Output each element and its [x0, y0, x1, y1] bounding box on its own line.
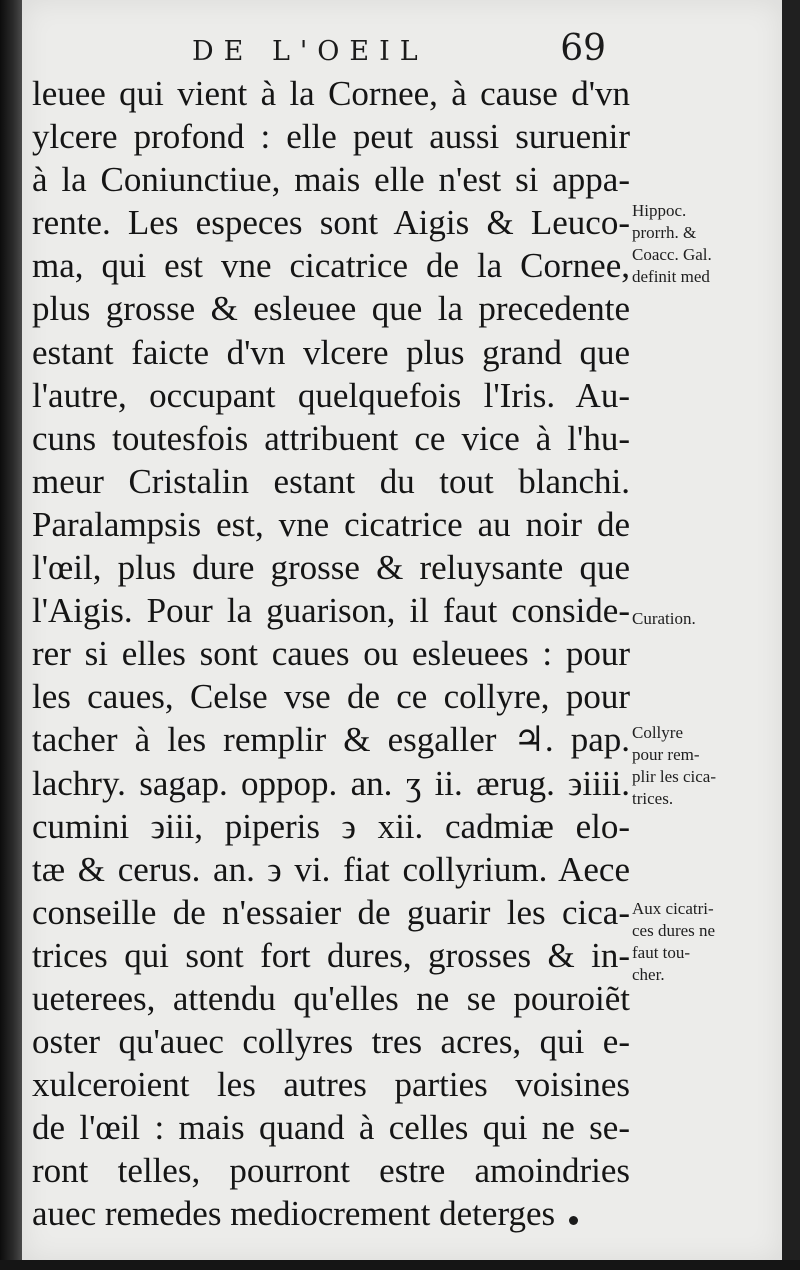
signature-dot [569, 1216, 578, 1225]
text-line: rer si elles sont caues ou esleuees : pour [32, 634, 630, 674]
text-line: leuee qui vient à la Cornee, à cause d'vn [32, 74, 630, 113]
text-line: lachry. sagap. oppop. an. ʒ ii. ærug. ϶iiii. [32, 763, 630, 803]
page-number: 69 [560, 28, 606, 69]
text-line: tæ & cerus. an. ϶ vi. fiat collyrium. Aece [32, 849, 630, 889]
text-line: oster qu'auec collyres tres acres, qui e- [32, 1022, 630, 1062]
text-line: Paralampsis est, vne cicatrice au noir de [32, 504, 630, 544]
text-line: auec remedes mediocrement deterges [32, 1194, 556, 1234]
margin-note-line: faut tou- [632, 943, 691, 962]
page-edge-bottom [0, 1260, 800, 1270]
margin-note [632, 200, 772, 288]
margin-note-line: definit med [632, 267, 710, 286]
margin-note-line: Hippoc. [632, 201, 687, 220]
margin-note [632, 608, 772, 630]
margin-note [632, 722, 772, 810]
text-line: ylcere profond : elle peut aussi suruenir [32, 117, 630, 157]
margin-note-line: cher. [632, 965, 665, 984]
margin-note [632, 898, 772, 986]
text-line: cumini ϶iii, piperis ϶ xii. cadmiæ elo- [32, 806, 630, 846]
text-line: ront telles, pourront estre amoindries [32, 1151, 630, 1191]
running-title: DE L'OEIL [192, 36, 428, 67]
margin-note-line: prorrh. & [632, 223, 697, 242]
margin-note-line: pour rem- [632, 745, 700, 764]
text-line: cuns toutesfois attribuent ce vice à l'hu- [32, 418, 630, 458]
margin-note-line: Coacc. Gal. [632, 245, 712, 264]
margin-note-line: Aux cicatri- [632, 899, 714, 918]
text-line: à la Coniunctiue, mais elle n'est si appa- [32, 160, 630, 200]
margin-note-line: Collyre [632, 723, 683, 742]
page-edge-right [782, 0, 800, 1270]
margin-note-line: trices. [632, 789, 674, 808]
text-line: trices qui sont fort dures, grosses & in- [32, 935, 630, 975]
text-line: l'Aigis. Pour la guarison, il faut conside- [32, 591, 630, 631]
main-text-block [32, 72, 630, 1236]
text-line: conseille de n'essaier de guarir les cica- [32, 892, 630, 932]
margin-note-line: plir les cica- [632, 767, 717, 786]
margin-note-line: ces dures ne [632, 921, 716, 940]
text-line: plus grosse & esleuee que la precedente [32, 289, 630, 329]
text-line: de l'œil : mais quand à celles qui ne se- [32, 1108, 630, 1148]
text-line: l'autre, occupant quelquefois l'Iris. Au- [32, 375, 630, 415]
text-line: ma, qui est vne cicatrice de la Cornee, [32, 246, 630, 286]
text-line: estant faicte d'vn vlcere plus grand que [32, 332, 630, 372]
margin-note-line: Curation. [632, 609, 696, 628]
text-line: tacher à les remplir & esgaller ♃. pap. [32, 720, 630, 760]
book-gutter-shadow [0, 0, 22, 1270]
text-line: l'œil, plus dure grosse & reluysante que [32, 548, 630, 588]
text-line: les caues, Celse vse de ce collyre, pour [32, 677, 630, 717]
text-line: meur Cristalin estant du tout blanchi. [32, 461, 630, 501]
text-line: xulceroient les autres parties voisines [32, 1065, 630, 1105]
page-header [180, 28, 620, 78]
text-line: rente. Les especes sont Aigis & Leuco- [32, 203, 630, 243]
text-line: ueterees, attendu qu'elles ne se pouroiẽt [32, 978, 630, 1018]
